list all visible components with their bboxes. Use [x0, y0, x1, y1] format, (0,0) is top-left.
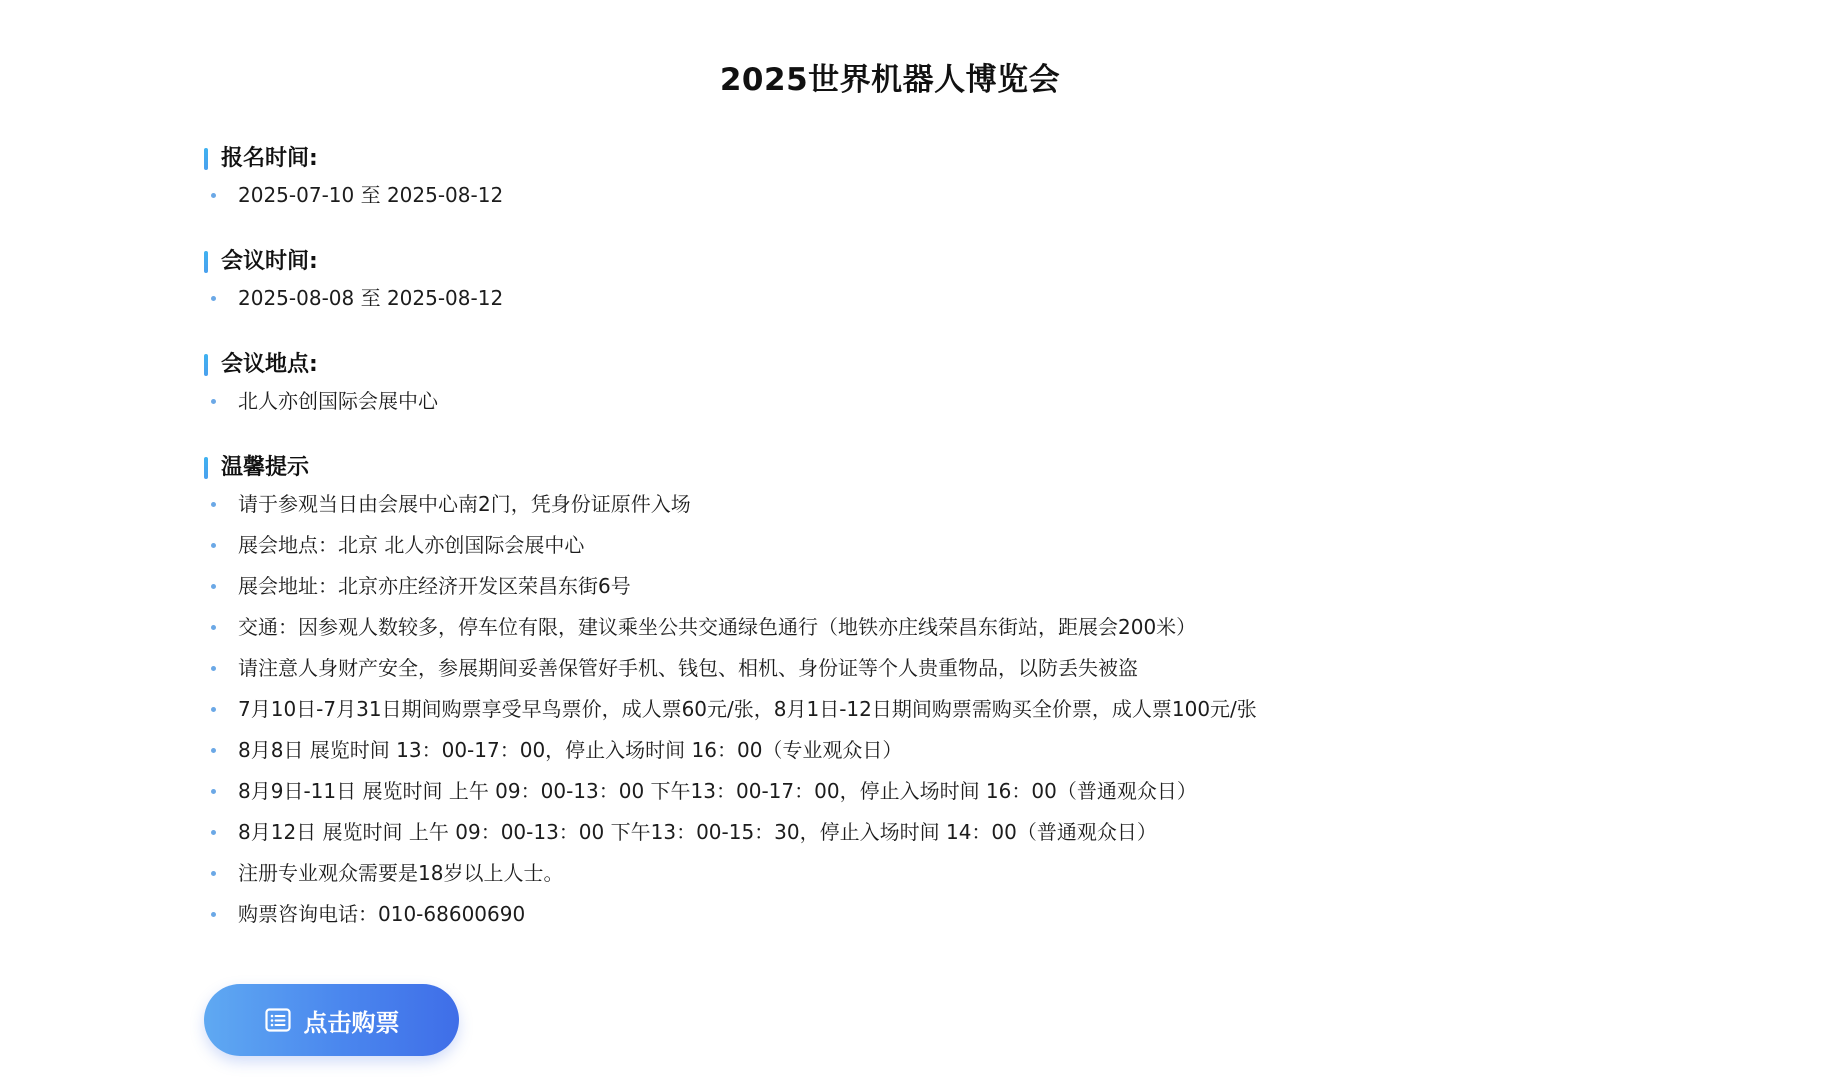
bullet-icon	[211, 399, 216, 404]
list-item-text: 7月10日-7月31日期间购票享受早鸟票价，成人票60元/张，8月1日-12日期间购票需购买全价票，成人票100元/张	[238, 697, 1257, 721]
section-accent-bar	[204, 354, 208, 376]
bullet-icon	[211, 666, 216, 671]
section-conference-venue	[204, 343, 1604, 422]
list-item-text: 8月12日 展览时间 上午 09：00-13：00 下午13：00-15：30，停止入场时间 14：00（普通观众日）	[238, 820, 1157, 844]
section-accent-bar	[204, 148, 208, 170]
list-item	[204, 381, 1604, 422]
list-item-text: 注册专业观众需要是18岁以上人士。	[238, 861, 564, 885]
list-item	[204, 894, 1604, 935]
section-accent-bar	[204, 251, 208, 273]
list-item	[204, 566, 1604, 607]
section-list	[204, 381, 1604, 422]
bullet-icon	[211, 707, 216, 712]
list-document-icon	[264, 1006, 292, 1034]
list-item-text: 展会地点：北京 北人亦创国际会展中心	[238, 533, 585, 557]
section-list	[204, 278, 1604, 319]
list-item-text: 北人亦创国际会展中心	[238, 389, 438, 413]
list-item-text: 购票咨询电话：010-68600690	[238, 902, 526, 926]
bullet-icon	[211, 296, 216, 301]
section-list	[204, 175, 1604, 216]
list-item	[204, 525, 1604, 566]
list-item	[204, 771, 1604, 812]
section-title: 会议时间:	[221, 244, 330, 275]
list-item	[204, 648, 1604, 689]
page-title: 2025世界机器人博览会	[719, 62, 1061, 98]
bullet-icon	[211, 912, 216, 917]
list-item-text: 2025-08-08 至 2025-08-12	[238, 286, 504, 310]
list-item-text: 交通：因参观人数较多，停车位有限，建议乘坐公共交通绿色通行（地铁亦庄线荣昌东街站，距展会200米）	[238, 615, 1197, 639]
section-header	[204, 446, 1604, 484]
bullet-icon	[211, 584, 216, 589]
bullet-icon	[211, 543, 216, 548]
section-header	[204, 240, 1604, 278]
bullet-icon	[211, 502, 216, 507]
section-title: 会议地点:	[221, 347, 330, 378]
list-item-text: 请注意人身财产安全，参展期间妥善保管好手机、钱包、相机、身份证等个人贵重物品，以防丢失被盗	[238, 656, 1138, 680]
list-item-text: 8月8日 展览时间 13：00-17：00，停止入场时间 16：00（专业观众日）	[238, 738, 903, 762]
section-registration-time	[204, 137, 1604, 216]
list-item	[204, 607, 1604, 648]
list-item	[204, 853, 1604, 894]
list-item-text: 请于参观当日由会展中心南2门，凭身份证原件入场	[238, 492, 691, 516]
list-item-text: 2025-07-10 至 2025-08-12	[238, 183, 504, 207]
section-title: 温馨提示	[221, 454, 310, 480]
list-item	[204, 484, 1604, 525]
section-header	[204, 343, 1604, 381]
bullet-icon	[211, 193, 216, 198]
bullet-icon	[211, 789, 216, 794]
list-item-text: 8月9日-11日 展览时间 上午 09：00-13：00 下午13：00-17：00，停止入场时间 16：00（普通观众日）	[238, 779, 1197, 803]
section-tips	[204, 446, 1604, 935]
list-item	[204, 812, 1604, 853]
bullet-icon	[211, 830, 216, 835]
list-item	[204, 278, 1604, 319]
section-header	[204, 137, 1604, 175]
bullet-icon	[211, 748, 216, 753]
section-list	[204, 484, 1604, 935]
list-item	[204, 689, 1604, 730]
list-item-text: 展会地址：北京亦庄经济开发区荣昌东街6号	[238, 574, 631, 598]
list-item	[204, 175, 1604, 216]
section-conference-time	[204, 240, 1604, 319]
section-title: 报名时间:	[221, 141, 330, 172]
buy-ticket-button[interactable]	[204, 984, 459, 1056]
bullet-icon	[211, 625, 216, 630]
info-content	[204, 137, 1604, 959]
bullet-icon	[211, 871, 216, 876]
section-accent-bar	[204, 457, 208, 479]
list-item	[204, 730, 1604, 771]
buy-ticket-label: 点击购票	[303, 1008, 400, 1037]
